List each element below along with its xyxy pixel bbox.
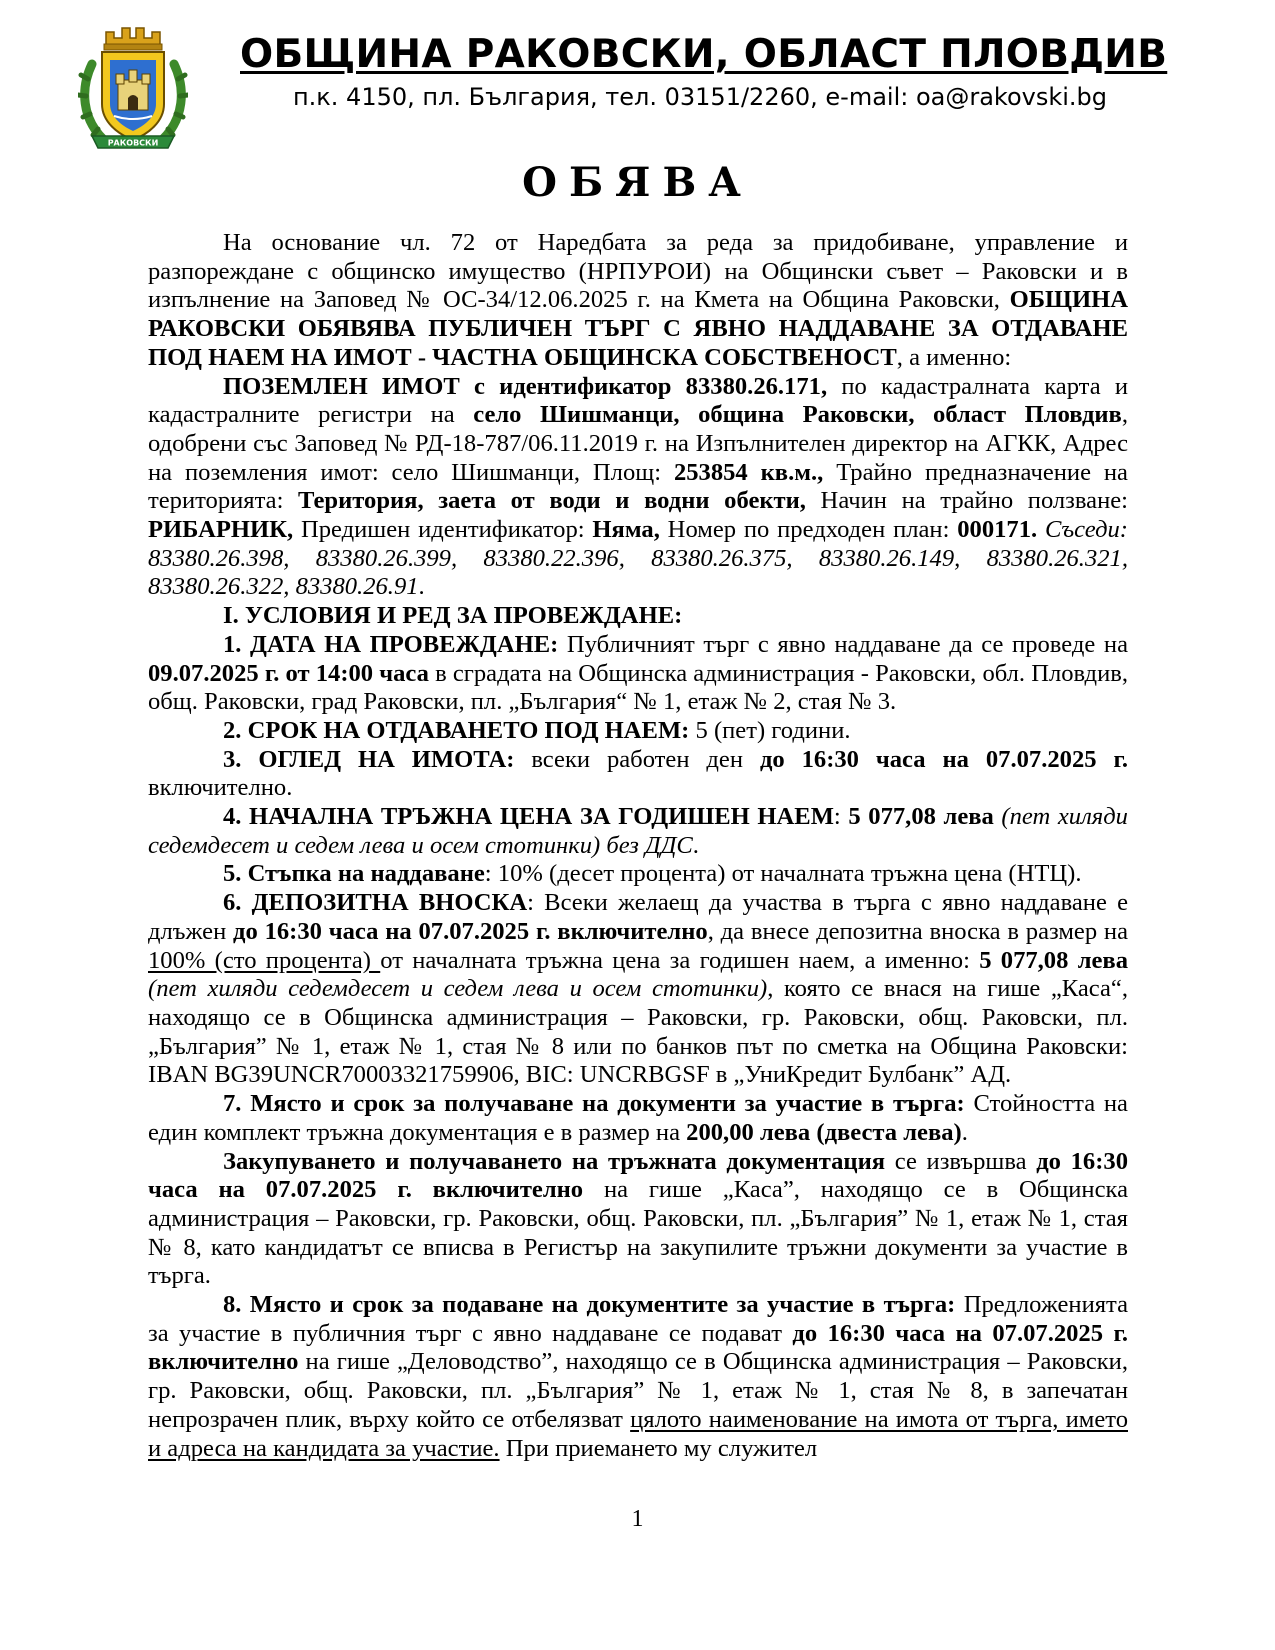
bold-run: 4. НАЧАЛНА ТРЪЖНА ЦЕНА ЗА ГОДИШЕН НАЕМ bbox=[223, 803, 834, 831]
text-run: включително. bbox=[148, 774, 293, 802]
bold-run: 200,00 лева (двеста лева) bbox=[686, 1118, 962, 1146]
text-run: , която се внася на гише „Каса“, находящо се в Общинска администрация – Раковски, гр. Раковски, общ. Раковски, пл. „България” № 1, етаж № 1, стая № 8 или по банков път по сметка на Община Раковски: IBAN BG39UNCR70003321759906, BIC: UNCRBGSF в „УниКредит Булбанк” АД. bbox=[148, 975, 1128, 1089]
property-paragraph bbox=[148, 373, 1128, 603]
municipality-contact: п.к. 4150, пл. България, тел. 03151/2260, e-mail: oa@rakovski.bg bbox=[292, 83, 1108, 111]
italic-run: Съседи: 83380.26.398, 83380.26.399, 83380.22.396, 83380.26.375, 83380.26.149, 83380.26.321, 83380.26.322, 83380.26.91 bbox=[148, 516, 1128, 601]
item-1 bbox=[148, 631, 1128, 717]
coat-of-arms-logo bbox=[78, 24, 188, 154]
underlined-run: цялото наименование на имота от търга, името и адреса на кандидата за участие. bbox=[148, 1405, 1128, 1462]
text-run: Стойността на един комплект тръжна документация е в размер на bbox=[148, 1090, 1128, 1146]
bold-run: 8. Място и срок за подаване на документите за участие в търга: bbox=[223, 1291, 956, 1319]
document-title: ОБЯВА bbox=[522, 159, 753, 206]
bold-run: Закупуването и получаването на тръжната документация bbox=[223, 1147, 886, 1175]
underlined-run: 100% (сто процента) bbox=[148, 946, 381, 974]
bold-run: 5. Стъпка на наддаване bbox=[223, 860, 485, 888]
bold-run: 3. ОГЛЕД НА ИМОТА: bbox=[223, 745, 515, 773]
item-6 bbox=[148, 889, 1128, 1090]
bold-run: Територия, заета от води и водни обекти, bbox=[298, 487, 806, 515]
bold-run: ОБЩИНА РАКОВСКИ ОБЯВЯВА ПУБЛИЧЕН ТЪРГ С ЯВНО НАДДАВАНЕ ЗА ОТДАВАНЕ ПОД НАЕМ НА ИМОТ - ЧАСТНА ОБЩИНСКА СОБСТВЕНОСТ bbox=[148, 286, 1128, 371]
bold-run: до 16:30 часа на 07.07.2025 г. включително bbox=[148, 1319, 1128, 1376]
text-run: Предложенията за участие в публичния търг с явно наддаване се подават bbox=[148, 1291, 1129, 1347]
page-number: 1 bbox=[631, 1506, 644, 1532]
text-run: се извършва bbox=[885, 1147, 1037, 1175]
text-run: , а именно: bbox=[896, 343, 1012, 371]
italic-run: (пет хиляди седемдесет и седем лева и осем стотинки) bbox=[148, 975, 768, 1003]
text-run: Предишен идентификатор: bbox=[293, 516, 593, 544]
text-run: Начин на трайно ползване: bbox=[805, 487, 1129, 515]
item-5 bbox=[148, 860, 1128, 889]
bold-run: до 16:30 часа на 07.07.2025 г. bbox=[759, 745, 1129, 773]
bold-run: 6. ДЕПОЗИТНА ВНОСКА bbox=[223, 889, 528, 917]
bold-run: 253854 кв.м., bbox=[673, 458, 824, 486]
crest-icon bbox=[78, 24, 188, 154]
municipality-title: ОБЩИНА РАКОВСКИ, ОБЛАСТ ПЛОВДИВ bbox=[240, 32, 1168, 77]
section-heading-text: I. УСЛОВИЯ И РЕД ЗА ПРОВЕЖДАНЕ: bbox=[223, 602, 683, 630]
bold-run: 1. ДАТА НА ПРОВЕЖДАНЕ: bbox=[223, 630, 559, 658]
text-run: на гише „Каса”, находящо се в Общинска администрация – Раковски, гр. Раковски, общ. Раковски, пл. „България” № 1, етаж № 1, стая № 8, като кандидатът се вписва в Регистър на закупилите тръжни документи за участие в търга. bbox=[148, 1176, 1128, 1290]
bold-run: село Шишманци, община Раковски, област Пловдив bbox=[473, 401, 1122, 429]
text-run: , да внесе депозитна вноска в размер на bbox=[707, 917, 1128, 945]
italic-run: (пет хиляди седемдесет и седем лева и осем стотинки) без ДДС bbox=[148, 803, 1128, 859]
text-run: . bbox=[692, 831, 699, 859]
bold-run: ПОЗЕМЛЕН ИМОТ с идентификатор 83380.26.171, bbox=[223, 372, 828, 400]
text-run: Номер по предходен план: bbox=[659, 516, 958, 544]
item-3 bbox=[148, 746, 1128, 803]
text-run: При приемането му служител bbox=[499, 1434, 818, 1462]
bold-run: 09.07.2025 г. от 14:00 часа bbox=[148, 659, 429, 687]
bold-run: 7. Място и срок за получаване на документи за участие в търга: bbox=[223, 1090, 965, 1118]
item-7-documentation bbox=[148, 1148, 1128, 1292]
announcement-body bbox=[148, 229, 1128, 1463]
section-heading bbox=[148, 602, 1128, 631]
text-run: : 10% (десет процента) от началната тръжна цена (НТЦ). bbox=[484, 860, 1082, 888]
bold-run: до 16:30 часа на 07.07.2025 г. включително bbox=[233, 917, 708, 945]
text-run: по кадастралната карта и кадастралните регистри на bbox=[148, 372, 1129, 429]
text-run: . bbox=[961, 1118, 968, 1146]
text-run: Трайно предназначение на територията: bbox=[148, 458, 1128, 515]
text-run: На основание чл. 72 от Наредбата за реда за придобиване, управление и разпореждане с общинско имущество (НРПУРОИ) на Общински съвет – Раковски и в изпълнение на Заповед № ОС-34/12.06.2025 г. на Кмета на Община Раковски, bbox=[148, 229, 1128, 314]
text-run: : Всеки желаещ да участва в търга с явно наддаване е длъжен bbox=[148, 889, 1128, 945]
text-run: , одобрени със Заповед № РД-18-787/06.11.2019 г. на Изпълнителен директор на АГКК, Адрес на поземления имот: село Шишманци, Площ: bbox=[148, 401, 1128, 486]
text-run: Публичният търг с явно наддаване да се проведе на bbox=[558, 630, 1128, 658]
bold-run: РИБАРНИК, bbox=[148, 516, 294, 544]
bold-run: 5 077,08 лева bbox=[979, 946, 1128, 974]
bold-run: 000171. bbox=[957, 516, 1038, 544]
text-run: от началната тръжна цена за годишен наем, а именно: bbox=[380, 946, 980, 974]
intro-paragraph bbox=[148, 229, 1128, 373]
item-8 bbox=[148, 1291, 1128, 1463]
bold-run: до 16:30 часа на 07.07.2025 г. включително bbox=[148, 1147, 1128, 1204]
bold-run: 5 077,08 лева bbox=[848, 803, 994, 831]
text-run: на гише „Деловодство”, находящо се в Общинска администрация – Раковски, гр. Раковски, общ. Раковски, пл. „България” № 1, етаж № 1, стая № 8, в запечатан непрозрачен плик, върху който се отбелязват bbox=[148, 1348, 1128, 1433]
bold-run: 2. СРОК НА ОТДАВАНЕТО ПОД НАЕМ: bbox=[223, 716, 690, 744]
text-run: . bbox=[418, 573, 425, 601]
item-2 bbox=[148, 717, 1128, 746]
crest-ribbon-label: РАКОВСКИ bbox=[107, 138, 159, 148]
text-run: 5 (пет) години. bbox=[689, 716, 851, 744]
item-7 bbox=[148, 1090, 1128, 1147]
item-4 bbox=[148, 803, 1128, 860]
text-run: всеки работен ден bbox=[514, 745, 760, 773]
text-run: в сградата на Общинска администрация - Раковски, обл. Пловдив, общ. Раковски, град Раковски, пл. „България“ № 1, етаж № 2, стая № 3. bbox=[148, 659, 1128, 716]
text-run: : bbox=[833, 803, 849, 831]
bold-run: Няма, bbox=[592, 516, 660, 544]
